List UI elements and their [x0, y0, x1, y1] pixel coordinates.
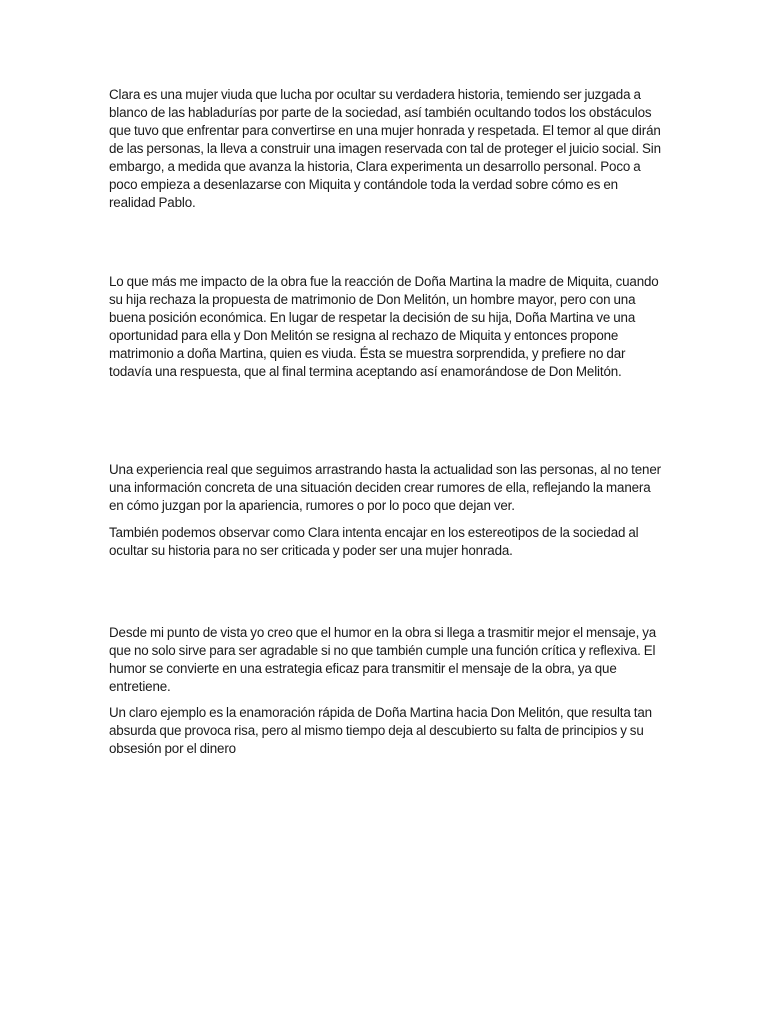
- paragraph-ejemplo: [109, 704, 661, 758]
- paragraph: Desde mi punto de vista yo creo que el humor en la obra si llega a trasmitir mejor el mensaje, ya que no solo sirve para ser agradable si no que también cumple una función crítica y reflexiva. El humor se convierte en una estrategia eficaz para transmitir el mensaje de la obra, ya que entretiene.: [109, 625, 657, 694]
- paragraph: Lo que más me impacto de la obra fue la reacción de Doña Martina la madre de Miquita, cuando su hija rechaza la propuesta de matrimonio de Don Melitón, un hombre mayor, pero con una buena posición económica. En lugar de respetar la decisión de su hija, Doña Martina ve una oportunidad para ella y Don Melitón se resigna al rechazo de Miquita y entonces propone matrimonio a doña Martina, quien es viuda. Ésta se muestra sorprendida, y prefiere no dar todavía una respuesta, que al final termina aceptando así enamorándose de Don Melitón.: [109, 274, 659, 379]
- paragraph-dona-martina: [109, 273, 661, 381]
- paragraph: Una experiencia real que seguimos arrastrando hasta la actualidad son las personas, al no tener una información concreta de una situación deciden crear rumores de ella, reflejando la manera en cómo juzgan por la apariencia, rumores o por lo poco que dejan ver.: [109, 462, 661, 513]
- paragraph-experiencia-real: [109, 461, 661, 515]
- paragraph-estereotipos: [109, 524, 661, 560]
- paragraph-clara-intro: [109, 86, 661, 212]
- paragraph: Un claro ejemplo es la enamoración rápida de Doña Martina hacia Don Melitón, que resulta tan absurda que provoca risa, pero al mismo tiempo deja al descubierto su falta de principios y su obsesión por el dinero: [109, 705, 652, 756]
- paragraph: Clara es una mujer viuda que lucha por ocultar su verdadera historia, temiendo ser juzgada a blanco de las habladurías por parte de la sociedad, así también ocultando todos los obstáculos que tuvo que enfrentar para convertirse en una mujer honrada y respetada. El temor al que dirán de las personas, la lleva a construir una imagen reservada con tal de proteger el juicio social. Sin embargo, a medida que avanza la historia, Clara experimenta un desarrollo personal. Poco a poco empieza a desenlazarse con Miquita y contándole toda la verdad sobre cómo es en realidad Pablo.: [109, 87, 661, 210]
- paragraph: También podemos observar como Clara intenta encajar en los estereotipos de la sociedad al ocultar su historia para no ser criticada y poder ser una mujer honrada.: [109, 525, 639, 558]
- paragraph-humor: [109, 624, 661, 696]
